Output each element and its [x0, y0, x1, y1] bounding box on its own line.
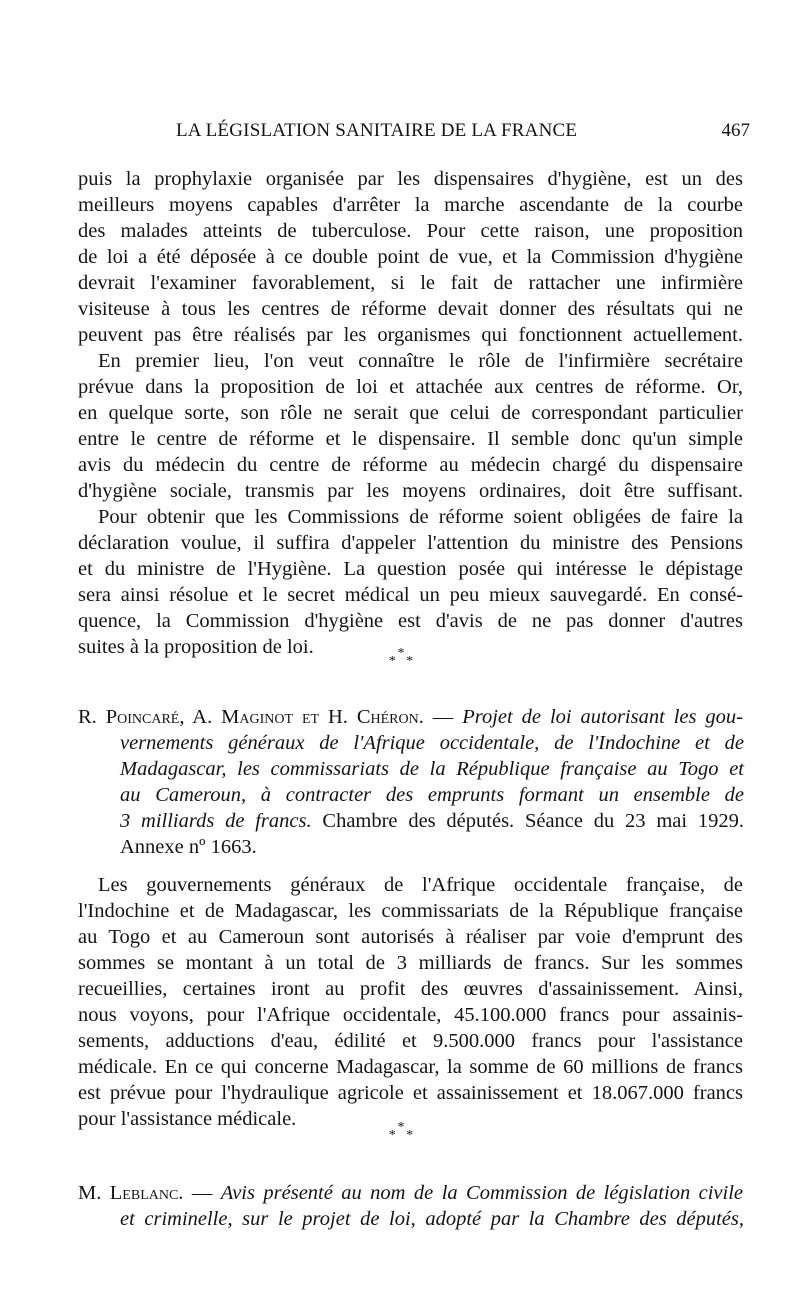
- text-line: peuvent pas être réalisés par les organismes qui fonctionnent actuellement.: [78, 324, 743, 346]
- text-line: sommes se montant à un total de 3 milliards de francs. Sur les sommes: [78, 952, 743, 974]
- text-line: médicale. En ce qui concerne Madagascar, la somme de 60 millions de francs: [78, 1056, 743, 1078]
- entry-dash: —: [423, 706, 463, 728]
- entry-title: et criminelle, sur le projet de loi, adopté par la Chambre des députés,: [120, 1208, 744, 1230]
- entry-title-line: [120, 782, 744, 808]
- text-line: sera ainsi résolue et le secret médical un peu mieux sauvegardé. En consé-: [78, 584, 743, 606]
- asterism-separator: [386, 1120, 416, 1143]
- text-line: puis la prophylaxie organisée par les dispensaires d'hygiène, est un des: [78, 168, 743, 190]
- asterism-star: *: [406, 654, 414, 669]
- asterism-star: *: [397, 1120, 405, 1135]
- text-line: sements, adductions d'eau, édilité et 9.500.000 francs pour l'assistance: [78, 1030, 743, 1052]
- text-line: au Togo et au Cameroun sont autorisés à réaliser par voie d'emprunt des: [78, 926, 743, 948]
- text-line: déclaration voulue, il suffira d'appeler l'attention du ministre des Pensions: [78, 532, 743, 554]
- text-line: Les gouvernements généraux de l'Afrique occidentale française, de: [98, 874, 743, 896]
- entry-title: 3 milliards de francs.: [120, 810, 312, 832]
- text-line: des malades atteints de tuberculose. Pour cette raison, une proposition: [78, 220, 743, 242]
- entry-authors: M. Leblanc.: [78, 1182, 184, 1204]
- text-line: recueillies, certaines iront au profit des œuvres d'assainissement. Ainsi,: [78, 978, 743, 1000]
- text-line: avis du médecin du centre de réforme au médecin chargé du dispensaire: [78, 454, 743, 476]
- text-line: en quelque sorte, son rôle ne serait que celui de correspondant particulier: [78, 402, 743, 424]
- asterism-star: *: [406, 1128, 414, 1143]
- text-line: de loi a été déposée à ce double point de vue, et la Commission d'hygiène: [78, 246, 743, 268]
- entry-annex: Annexe nº 1663.: [120, 836, 257, 858]
- text-line: pour l'assistance médicale.: [78, 1108, 297, 1130]
- asterism-star: *: [397, 646, 405, 661]
- bibliographic-entry: [78, 704, 743, 730]
- running-title: LA LÉGISLATION SANITAIRE DE LA FRANCE: [176, 120, 578, 141]
- entry-title-line: [120, 1206, 744, 1232]
- text-line: En premier lieu, l'on veut connaître le rôle de l'infirmière secrétaire: [98, 350, 743, 372]
- text-line: Pour obtenir que les Commissions de réforme soient obligées de faire la: [98, 506, 743, 528]
- asterism-star: *: [388, 654, 396, 669]
- entry-dash: —: [183, 1182, 221, 1204]
- text-line: devrait l'examiner favorablement, si le fait de rattacher une infirmière: [78, 272, 743, 294]
- text-line: suites à la proposition de loi.: [78, 636, 314, 658]
- text-line: entre le centre de réforme et le dispensaire. Il semble donc qu'un simple: [78, 428, 743, 450]
- text-line: meilleurs moyens capables d'arrêter la marche ascendante de la courbe: [78, 194, 743, 216]
- entry-title: Projet de loi autorisant les gou-: [462, 706, 744, 728]
- entry-authors: R. Poincaré, A. Maginot et H. Chéron.: [78, 706, 424, 728]
- text-line: d'hygiène sociale, transmis par les moyens ordinaires, doit être suffisant.: [78, 480, 743, 502]
- page-number: 467: [721, 120, 750, 141]
- entry-title: Avis présenté au nom de la Commission de législation civile: [220, 1182, 744, 1204]
- asterism-star: *: [388, 1128, 396, 1143]
- bibliographic-entry: [78, 1180, 743, 1206]
- entry-title: Madagascar, les commissariats de la République française au Togo et: [120, 758, 744, 780]
- entry-title-line: [120, 756, 744, 782]
- entry-title: vernements généraux de l'Afrique occidentale, de l'Indochine et de: [120, 732, 744, 754]
- text-line: visiteuse à tous les centres de réforme devait donner des résultats qui ne: [78, 298, 743, 320]
- page-header: [78, 120, 750, 144]
- entry-source-line: [120, 808, 744, 834]
- asterism-separator: [386, 646, 416, 669]
- text-line: l'Indochine et de Madagascar, les commissariats de la République française: [78, 900, 743, 922]
- text-line: est prévue pour l'hydraulique agricole et assainissement et 18.067.000 francs: [78, 1082, 743, 1104]
- entry-source: Chambre des députés. Séance du 23 mai 1929.: [311, 810, 744, 832]
- text-line: nous voyons, pour l'Afrique occidentale, 45.100.000 francs pour assainis-: [78, 1004, 743, 1026]
- text-line: et du ministre de l'Hygiène. La question posée qui intéresse le dépistage: [78, 558, 743, 580]
- text-line: quence, la Commission d'hygiène est d'avis de ne pas donner d'autres: [78, 610, 743, 632]
- text-line: prévue dans la proposition de loi et attachée aux centres de réforme. Or,: [78, 376, 743, 398]
- entry-title: au Cameroun, à contracter des emprunts formant un ensemble de: [120, 784, 744, 806]
- entry-title-line: [120, 730, 744, 756]
